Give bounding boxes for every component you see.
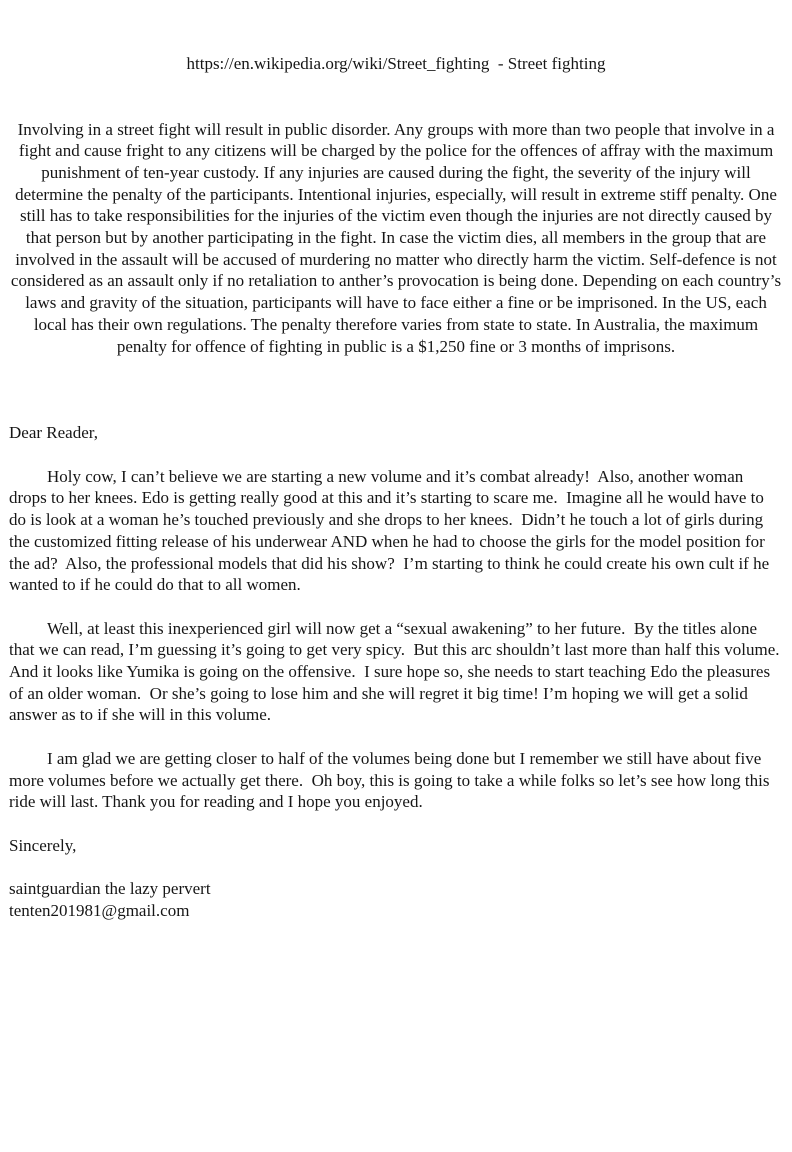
letter-paragraph-2: Well, at least this inexperienced girl will now get a “sexual awakening” to her future. By the titles alone that we can read, I’m guessing it’s going to get very spicy. But this arc shouldn’t last more than half this volume. And it looks like Yumika is going on the offensive. I sure hope so, she needs to start teaching Edo the pleasures of an older woman. Or she’s going to lose him and she will regret it big time! I’m hoping we will get a solid answer as to if she will in this volume. xyxy=(9,618,788,725)
source-header-line xyxy=(9,53,783,75)
source-title: - Street fighting xyxy=(489,54,606,74)
letter-salutation: Dear Reader, xyxy=(9,423,98,443)
source-citation-block xyxy=(9,10,786,401)
letter-paragraph-1: Holy cow, I can’t believe we are starting a new volume and it’s combat already! Also, another woman drops to her knees. Edo is getting really good at this and it’s starting to scare me. Imagine all he would have to do is look at a woman he’s touched previously and she drops to her knees. Didn’t he touch a lot of girls during the customized fitting release of his underwear AND when he had to choose the girls for the model position for the ad? Also, the professional models that did his show? I’m starting to think he could create his own cult if he wanted to if he could do that to all women. xyxy=(9,466,774,595)
signature-email: tenten201981@gmail.com xyxy=(9,900,190,920)
source-summary-text: Involving in a street fight will result in public disorder. Any groups with more than two people that involve in a fight and cause fright to any citizens will be charged by the police for the offences of affray with the maximum punishment of ten-year custody. If any injuries are caused during the fight, the severity of the injury will determine the penalty of the participants. Intentional injuries, especially, will result in extreme stiff penalty. One still has to take responsibilities for the injuries of the victim even though the injuries are not directly caused by that person but by another participating in the fight. In case the victim dies, all members in the group that are involved in the assault will be accused of murdering no matter who directly harm the victim. Self-defence is not considered as an assault only if no retaliation to anther’s provocation is being done. Depending on each country’s laws and gravity of the situation, participants will have to face either a fine or be imprisoned. In the US, each local has their own regulations. The penalty therefore varies from state to state. In Australia, the maximum penalty for offence of fighting in public is a $1,250 fine or 3 months of imprisons. xyxy=(10,119,786,356)
signature-name: saintguardian the lazy pervert xyxy=(9,879,211,899)
letter-closing: Sincerely, xyxy=(9,835,77,855)
letter-paragraph-3: I am glad we are getting closer to half of the volumes being done but I remember we still have about five more volumes before we actually get there. Oh boy, this is going to take a while folks so let’s see how long this ride will last. Thank you for reading and I hope you enjoyed. xyxy=(9,748,774,812)
reader-letter xyxy=(9,422,788,921)
wikipedia-url: https://en.wikipedia.org/wiki/Street_fighting xyxy=(186,54,490,74)
